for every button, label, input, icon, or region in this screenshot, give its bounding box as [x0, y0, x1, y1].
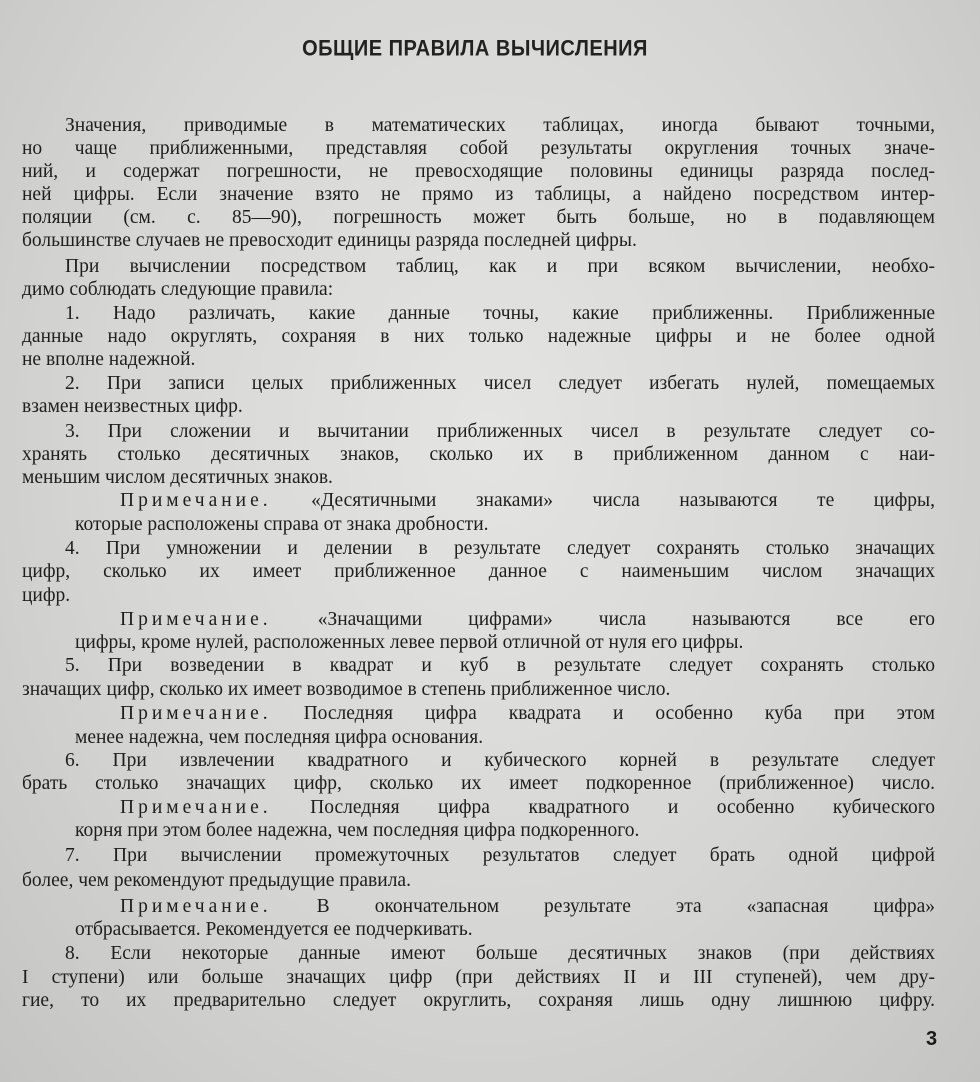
text-line: данные надо округлять, сохраняя в них только надежные цифры и не более одной — [22, 326, 935, 347]
text-line: хранять столько десятичных знаков, сколько их в приближенном данном с наи- — [22, 444, 935, 465]
line-text: В окончательном результате эта «запасная цифра» — [316, 896, 936, 917]
text-line: менее надежна, чем последняя цифра основания. — [75, 727, 484, 748]
text-line: ний, и содержат погрешности, не превосходящие половины единицы разряда послед- — [22, 161, 935, 182]
note-label: Примечание. — [120, 896, 272, 917]
text-line: I ступени) или больше значащих цифр (при действиях II и III ступеней), чем дру- — [22, 967, 935, 988]
text-line: 7. При вычислении промежуточных результатов следует брать одной цифрой — [65, 845, 935, 866]
note-line — [120, 797, 935, 819]
note-label: Примечание. — [120, 703, 272, 724]
text-line: брать столько значащих цифр, сколько их имеет подкоренное (приближенное) число. — [22, 773, 935, 794]
text-line: цифр, сколько их имеет приближенное данное с наименьшим числом значащих — [22, 561, 935, 582]
text-line: цифр. — [22, 585, 71, 606]
text-line: 5. При возведении в квадрат и куб в результате следует сохранять столько — [65, 655, 935, 676]
line-text: Последняя цифра квадрата и особенно куба при этом — [303, 703, 935, 724]
note-label: Примечание. — [120, 797, 272, 818]
text-line: взамен неизвестных цифр. — [22, 396, 243, 417]
line-text: «Десятичными знаками» числа называются те цифры, — [311, 490, 935, 511]
note-label: Примечание. — [120, 490, 272, 511]
note-line — [120, 609, 935, 631]
text-line: 3. При сложении и вычитании приближенных чисел в результате следует со- — [65, 421, 935, 442]
note-line — [120, 490, 935, 512]
text-line: поляции (см. с. 85—90), погрешность может быть больше, но в подавляющем — [22, 207, 935, 228]
text-line: более, чем рекомендуют предыдущие правила. — [22, 870, 411, 891]
page-number: 3 — [926, 1028, 938, 1050]
page-title: ОБЩИЕ ПРАВИЛА ВЫЧИСЛЕНИЯ — [302, 36, 648, 62]
text-line: Значения, приводимые в математических таблицах, иногда бывают точными, — [65, 115, 935, 136]
line-text: «Значащими цифрами» числа называются все его — [317, 609, 935, 630]
text-line: димо соблюдать следующие правила: — [22, 279, 334, 300]
text-line: 8. Если некоторые данные имеют больше десятичных знаков (при действиях — [65, 943, 935, 964]
text-line: гие, то их предварительно следует округлить, сохраняя лишь одну лишнюю цифру. — [22, 990, 935, 1011]
text-line: 1. Надо различать, какие данные точны, какие приближенны. Приближенные — [65, 303, 935, 324]
line-text: Последняя цифра квадратного и особенно кубического — [310, 797, 936, 818]
text-line: ней цифры. Если значение взято не прямо из таблицы, а найдено посредством интер- — [22, 184, 935, 205]
text-line: большинстве случаев не превосходит единицы разряда последней цифры. — [22, 230, 637, 251]
text-line: корня при этом более надежна, чем последняя цифра подкоренного. — [75, 820, 640, 841]
text-line: цифры, кроме нулей, расположенных левее первой отличной от нуля его цифры. — [75, 632, 744, 653]
text-line: 2. При записи целых приближенных чисел следует избегать нулей, помещаемых — [65, 373, 935, 394]
text-line: но чаще приближенными, представляя собой результаты округления точных значе- — [22, 138, 935, 159]
note-line — [120, 703, 935, 725]
text-line: меньшим числом десятичных знаков. — [22, 467, 333, 488]
text-line: которые расположены справа от знака дробности. — [75, 514, 489, 535]
text-line: значащих цифр, сколько их имеет возводимое в степень приближенное число. — [22, 679, 671, 700]
text-line: отбрасывается. Рекомендуется ее подчеркивать. — [75, 919, 473, 940]
text-line: не вполне надежной. — [22, 349, 196, 370]
note-line — [120, 896, 935, 918]
text-line: При вычислении посредством таблиц, как и при всяком вычислении, необхо- — [65, 256, 935, 277]
note-label: Примечание. — [120, 609, 272, 630]
text-line: 6. При извлечении квадратного и кубического корней в результате следует — [65, 750, 935, 771]
text-line: 4. При умножении и делении в результате следует сохранять столько значащих — [65, 538, 935, 559]
